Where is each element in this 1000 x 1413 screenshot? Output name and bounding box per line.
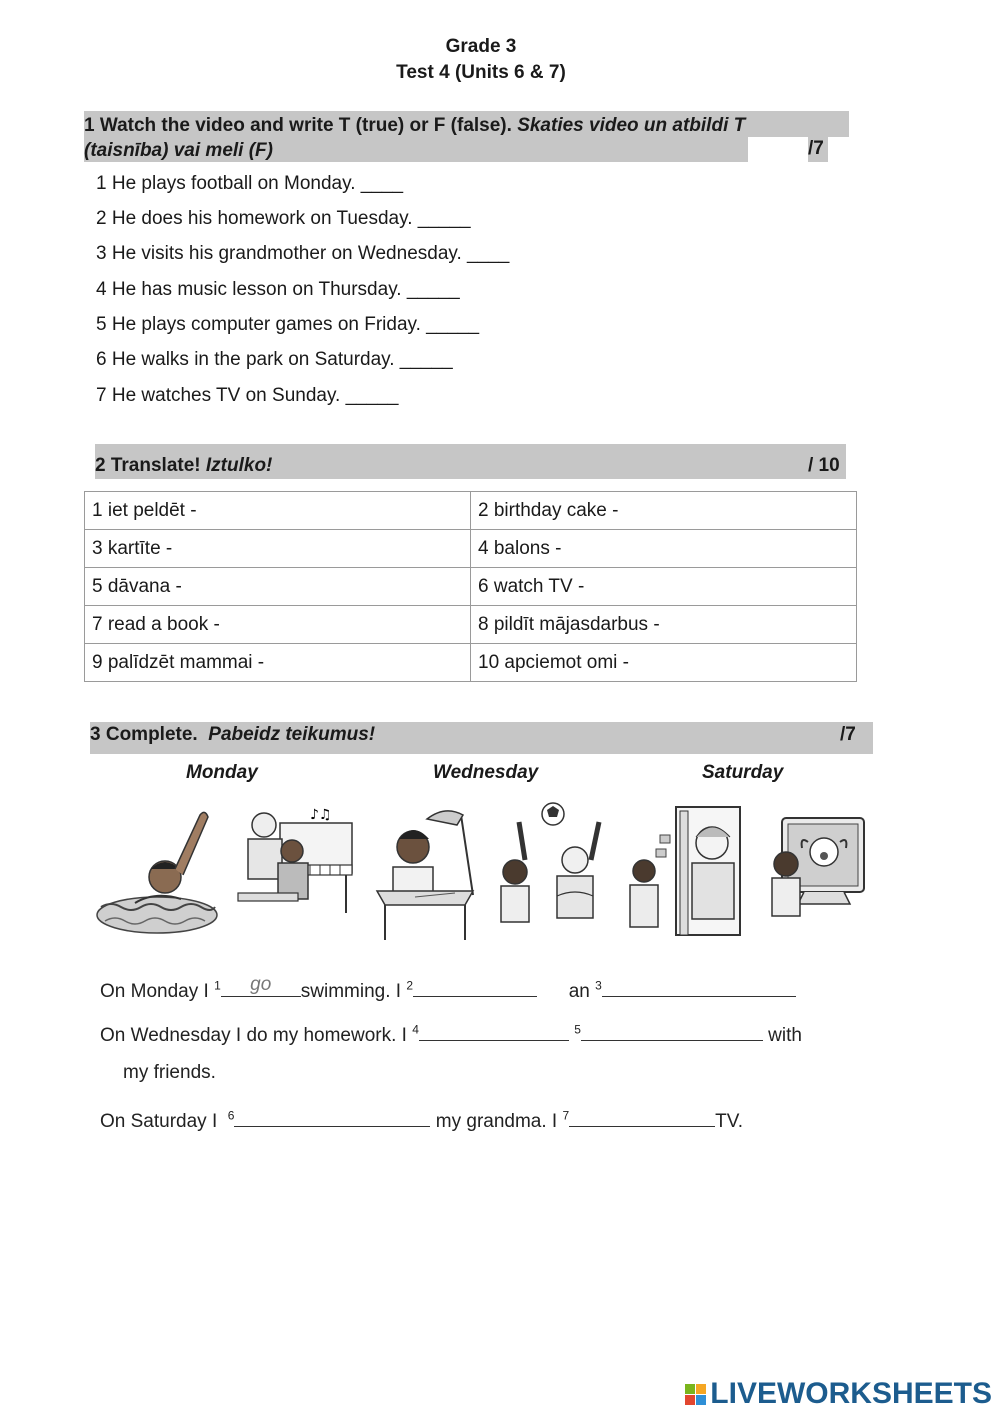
sentence-text: On Saturday I	[100, 1111, 218, 1132]
table-cell[interactable]: 7 read a book -	[85, 606, 471, 644]
homework-desk-picture	[375, 805, 480, 945]
section3-heading-en: 3 Complete.	[90, 724, 198, 745]
section2-heading	[95, 455, 272, 477]
tf-item-7: 7 He watches TV on Sunday. _____	[96, 385, 399, 406]
sentence-wednesday-cont: my friends.	[123, 1062, 216, 1083]
section3-heading-lv: Pabeidz teikumus!	[208, 724, 376, 745]
tf-item-4: 4 He has music lesson on Thursday. _____	[96, 279, 460, 300]
svg-text:♪♫: ♪♫	[310, 807, 332, 823]
section2-score: / 10	[808, 455, 840, 476]
piano-picture	[234, 805, 359, 920]
section1-heading-en: 1 Watch the video and write T (true) or F (false).	[84, 115, 512, 136]
table-cell[interactable]: 1 iet peldēt -	[85, 492, 471, 530]
sentence-text: an	[568, 981, 590, 1002]
answer-blank-2[interactable]	[413, 978, 537, 997]
blank-number: 4	[412, 1022, 419, 1037]
logo-text: LIVEWORKSHEETS	[710, 1377, 992, 1410]
table-cell[interactable]: 4 balons -	[471, 530, 857, 568]
table-cell[interactable]: 2 birthday cake -	[471, 492, 857, 530]
section1-heading-lv-2: (taisnība) vai meli (F)	[84, 140, 273, 161]
section3-heading	[90, 724, 375, 746]
blank-number: 2	[406, 978, 414, 993]
table-row	[85, 568, 857, 606]
grade-title: Grade 3	[445, 36, 517, 57]
sentence-text: swimming. I	[300, 981, 402, 1002]
section1-heading	[84, 113, 864, 163]
table-cell[interactable]: 8 pildīt mājasdarbus -	[471, 606, 857, 644]
table-row	[85, 644, 857, 682]
sentence-monday	[100, 974, 880, 1003]
tf-item-5: 5 He plays computer games on Friday. _____	[96, 314, 480, 335]
tf-item-3: 3 He visits his grandmother on Wednesday. ____	[96, 243, 510, 264]
answer-blank-6[interactable]	[234, 1108, 430, 1127]
translate-table	[84, 491, 857, 682]
answer-blank-5[interactable]	[581, 1022, 763, 1041]
tf-item-2: 2 He does his homework on Tuesday. _____	[96, 208, 471, 229]
sentence-text: On Monday I	[100, 981, 209, 1002]
section1-heading-lv: Skaties video un atbildi T	[517, 115, 746, 136]
table-cell[interactable]: 9 palīdzēt mammai -	[85, 644, 471, 682]
tf-item-6: 6 He walks in the park on Saturday. _____	[96, 349, 453, 370]
section3-score: /7	[840, 724, 856, 745]
sentence-text: TV.	[715, 1111, 743, 1132]
day-label-saturday: Saturday	[702, 762, 784, 783]
football-friends-picture	[495, 800, 610, 940]
logo-icon	[685, 1384, 706, 1405]
example-answer: go	[250, 974, 272, 995]
table-row	[85, 530, 857, 568]
blank-number: 1	[214, 978, 221, 993]
table-cell[interactable]: 5 dāvana -	[85, 568, 471, 606]
sentence-text: with	[768, 1025, 802, 1046]
blank-number: 5	[574, 1022, 581, 1037]
table-row	[85, 492, 857, 530]
day-label-wednesday: Wednesday	[433, 762, 539, 783]
test-title: Test 4 (Units 6 & 7)	[396, 62, 566, 83]
table-cell[interactable]: 6 watch TV -	[471, 568, 857, 606]
blank-number: 6	[227, 1108, 235, 1123]
section2-heading-lv: Iztulko!	[205, 455, 273, 476]
swimming-picture	[95, 805, 220, 940]
sentence-wednesday	[100, 1022, 880, 1047]
answer-blank-4[interactable]	[419, 1022, 569, 1041]
table-row	[85, 606, 857, 644]
liveworksheets-logo	[685, 1377, 992, 1411]
blank-number: 3	[595, 978, 602, 993]
sentence-saturday	[100, 1108, 880, 1133]
grandma-door-picture	[620, 805, 750, 940]
table-cell[interactable]: 10 apciemot omi -	[471, 644, 857, 682]
answer-blank-3[interactable]	[602, 978, 796, 997]
sentence-text: On Wednesday I do my homework. I	[100, 1025, 407, 1046]
answer-blank-1[interactable]	[221, 974, 301, 997]
section1-score: /7	[808, 138, 824, 159]
answer-blank-7[interactable]	[569, 1108, 715, 1127]
table-cell[interactable]: 3 kartīte -	[85, 530, 471, 568]
section2-heading-en: 2 Translate!	[95, 455, 201, 476]
tf-item-1: 1 He plays football on Monday. ____	[96, 173, 404, 194]
sentence-text: my grandma. I	[435, 1111, 558, 1132]
day-label-monday: Monday	[186, 762, 258, 783]
watching-tv-picture	[768, 812, 868, 927]
blank-number: 7	[562, 1108, 570, 1123]
